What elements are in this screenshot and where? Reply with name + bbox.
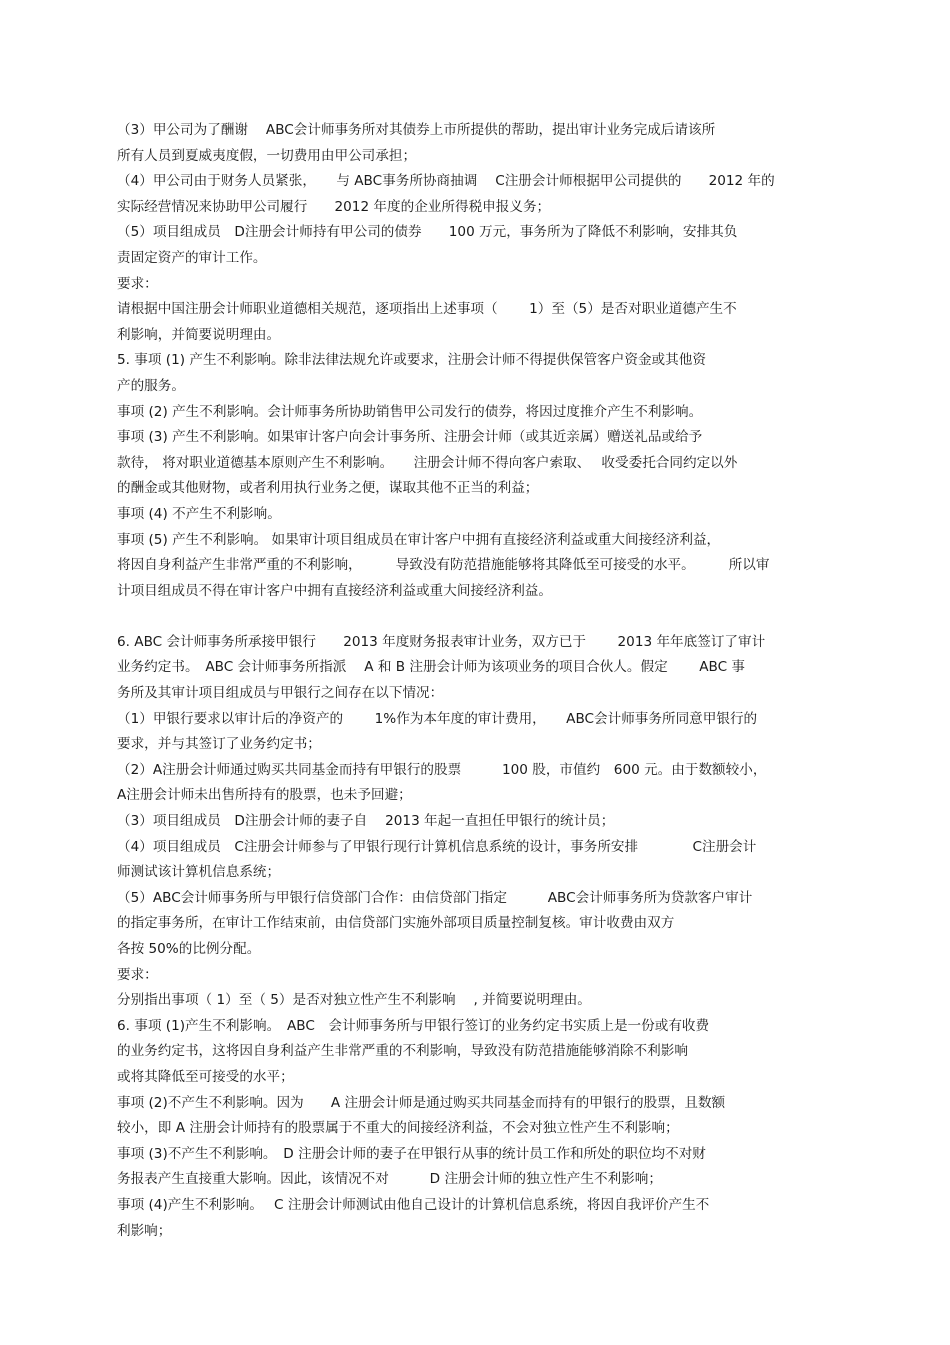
text-line: 利影响，并简要说明理由。 [117,326,281,343]
text-line: 师测试该计算机信息系统； [117,864,281,881]
text-line: 的业务约定书，这将因自身利益产生非常严重的不利影响，导致没有防范措施能够消除不利影响 [117,1043,688,1060]
text-line: 务报表产生直接重大影响。因此，该情况不对 D 注册会计师的独立性产生不利影响； [117,1171,662,1188]
text-line: 事项 (3) 产生不利影响。如果审计客户向会计事务所、注册会计师（或其近亲属）赠送礼品或给予 [117,429,703,446]
text-line: （3）项目组成员 D注册会计师的妻子自 2013 年起一直担任甲银行的统计员； [117,813,615,830]
text-line: 5. 事项 (1) 产生不利影响。除非法律法规允许或要求，注册会计师不得提供保管客户资金或其他资 [117,352,706,369]
text-line: （5）ABC会计师事务所与甲银行信贷部门合作：由信贷部门指定 ABC会计师事务所为贷款客户审计 [117,889,753,906]
text-line: 事项 (2) 产生不利影响。会计师事务所协助销售甲公司发行的债券，将因过度推介产生不利影响。 [117,403,703,420]
text-line: 6. ABC 会计师事务所承接甲银行 2013 年度财务报表审计业务，双方已于 2013 年年底签订了审计 [117,633,766,650]
text-line: 所有人员到夏威夷度假，一切费用由甲公司承担； [117,147,417,164]
text-line: A注册会计师未出售所持有的股票，也未予回避； [117,787,412,804]
text-line: 事项 (3)不产生不利影响。 D 注册会计师的妻子在甲银行从事的统计员工作和所处的职位均不对财 [117,1145,706,1162]
text-line: 或将其降低至可接受的水平； [117,1068,294,1085]
text-line: （4）甲公司由于财务人员紧张， 与 ABC事务所协商抽调 C注册会计师根据甲公司提供的 2012 年的 [117,173,775,190]
text-line: （2）A注册会计师通过购买共同基金而持有甲银行的股票 100 股，市值约 600 元。由于数额较小， [117,761,767,778]
text-line: 的指定事务所，在审计工作结束前，由信贷部门实施外部项目质量控制复核。审计收费由双方 [117,915,675,932]
text-line: 事项 (2)不产生不利影响。因为 A 注册会计师是通过购买共同基金而持有的甲银行的股票，且数额 [117,1094,726,1111]
text-line: 款待， 将对职业道德基本原则产生不利影响。 注册会计师不得向客户索取、 收受委托合同约定以外 [117,454,738,471]
text-line: 利影响； [117,1222,172,1239]
text-line: 各按 50%的比例分配。 [117,941,261,957]
text-line: 事项 (4) 不产生不利影响。 [117,505,281,522]
text-line: （5）项目组成员 D注册会计师持有甲公司的债券 100 万元，事务所为了降低不利影响，安排其负 [117,224,738,241]
text-line: （1）甲银行要求以审计后的净资产的 1%作为本年度的审计费用， ABC会计师事务所同意甲银行的 [117,710,758,727]
text-line: （4）项目组成员 C注册会计师参与了甲银行现行计算机信息系统的设计，事务所安排 C注册会计 [117,838,757,855]
text-line: 要求： [117,966,158,983]
text-line: 事项 (5) 产生不利影响。 如果审计项目组成员在审计客户中拥有直接经济利益或重大间接经济利益， [117,531,721,548]
text-line: 将因自身利益产生非常严重的不利影响， 导致没有防范措施能够将其降低至可接受的水平。 所以审 [117,557,770,574]
text-line: 要求： [117,275,158,292]
text-line: 的酬金或其他财物，或者利用执行业务之便，谋取其他不正当的利益； [117,480,539,497]
text-line: 事项 (4)产生不利影响。 C 注册会计师测试由他自己设计的计算机信息系统，将因自我评价产生不 [117,1196,710,1213]
text-line: 请根据中国注册会计师职业道德相关规范，逐项指出上述事项（ 1）至（5）是否对职业道德产生不 [117,301,737,318]
text-line: 较小，即 A 注册会计师持有的股票属于不重大的间接经济利益，不会对独立性产生不利影响； [117,1120,679,1137]
text-line: 6. 事项 (1)产生不利影响。 ABC 会计师事务所与甲银行签订的业务约定书实质上是一份或有收费 [117,1017,710,1034]
text-line: 实际经营情况来协助甲公司履行 2012 年度的企业所得税申报义务； [117,198,551,215]
text-line: 务所及其审计项目组成员与甲银行之间存在以下情况： [117,685,444,702]
text-line: 产的服务。 [117,377,185,394]
text-line: （3）甲公司为了酬谢 ABC会计师事务所对其债券上市所提供的帮助，提出审计业务完成后请该所 [117,122,716,138]
text-line: 业务约定书。 ABC 会计师事务所指派 A 和 B 注册会计师为该项业务的项目合伙人。假定 ABC 事 [117,659,745,676]
document-body [117,118,837,1244]
text-line: 分别指出事项（ 1）至（ 5）是否对独立性产生不利影响 , 并简要说明理由。 [117,992,591,1009]
text-line: 要求，并与其签订了业务约定书； [117,736,321,753]
text-line: 责固定资产的审计工作。 [117,249,267,266]
text-line: 计项目组成员不得在审计客户中拥有直接经济利益或重大间接经济利益。 [117,582,552,599]
paragraph-gap [117,604,837,630]
